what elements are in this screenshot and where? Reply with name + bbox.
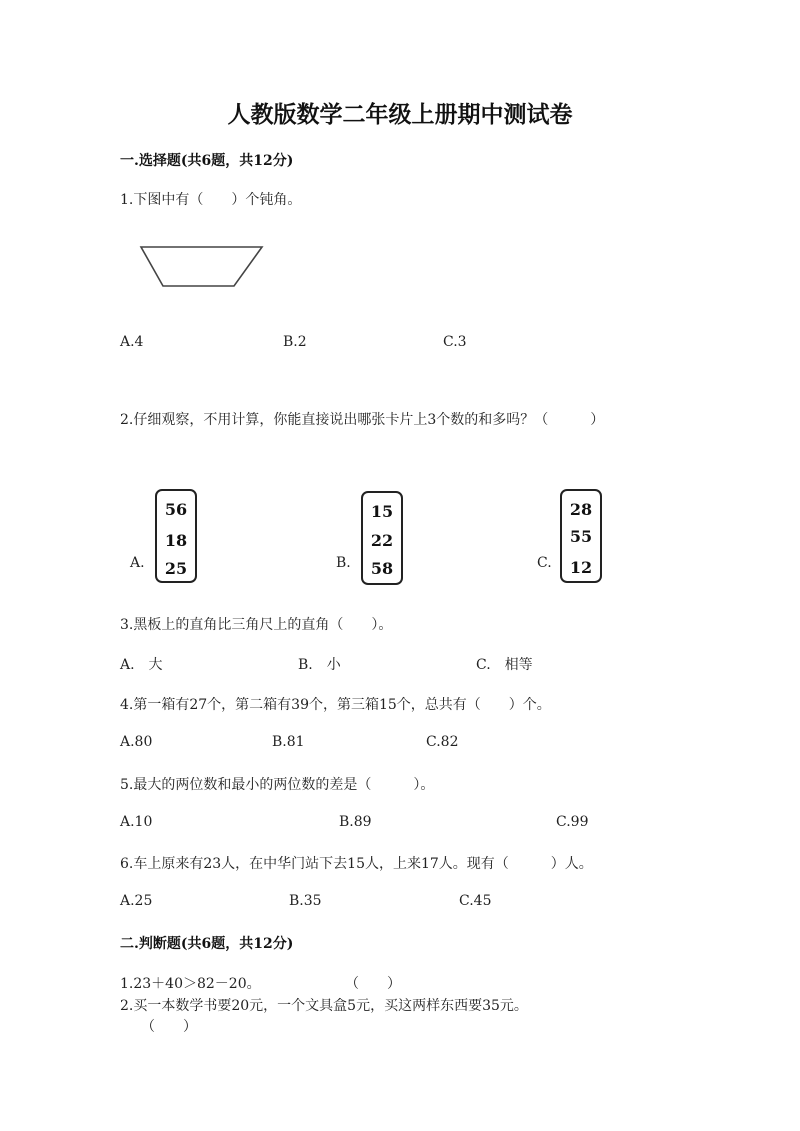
- tf-question-1-blank: （ ）: [345, 976, 401, 992]
- question-2-option-a-label: A.: [130, 555, 145, 571]
- number-card-b: [361, 491, 403, 585]
- question-3-option-a: A. 大: [120, 657, 163, 673]
- tf-question-2-text: 2.买一本数学书要20元，一个文具盒5元，买这两样东西要35元。: [120, 998, 528, 1014]
- page-title: 人教版数学二年级上册期中测试卷: [227, 101, 573, 128]
- question-4-option-c: C.82: [426, 734, 459, 750]
- section-heading-true-false: 二.判断题(共6题，共12分): [120, 936, 294, 952]
- question-6-option-b: B.35: [289, 893, 322, 909]
- question-5-option-c: C.99: [556, 814, 589, 830]
- question-3-text: 3.黑板上的直角比三角尺上的直角（ ）。: [120, 617, 393, 633]
- tf-question-1-text: 1.23＋40＞82－20。: [120, 976, 261, 992]
- card-a-number-3: 25: [164, 559, 188, 578]
- question-5-text: 5.最大的两位数和最小的两位数的差是（ ）。: [120, 777, 435, 793]
- question-1-option-c: C.3: [443, 334, 467, 350]
- question-6-option-a: A.25: [120, 893, 153, 909]
- question-2-option-c-label: C.: [537, 555, 552, 571]
- card-b-number-3: 58: [370, 559, 394, 578]
- card-c-number-1: 28: [569, 500, 593, 519]
- question-6-text: 6.车上原来有23人，在中华门站下去15人，上来17人。现有（ ）人。: [120, 856, 593, 872]
- question-3-option-b: B. 小: [298, 657, 341, 673]
- card-b-number-2: 22: [370, 531, 394, 550]
- card-a-number-2: 18: [164, 531, 188, 550]
- question-5-option-a: A.10: [120, 814, 153, 830]
- question-5-option-b: B.89: [339, 814, 372, 830]
- number-card-c: [560, 489, 602, 583]
- trapezoid-figure: [138, 240, 268, 292]
- card-c-number-3: 12: [569, 558, 593, 577]
- question-1-option-b: B.2: [283, 334, 307, 350]
- question-1-text: 1.下图中有（ ）个钝角。: [120, 192, 302, 208]
- card-c-number-2: 55: [569, 527, 593, 546]
- card-a-number-1: 56: [164, 500, 188, 519]
- question-4-option-b: B.81: [272, 734, 305, 750]
- question-2-text: 2.仔细观察，不用计算，你能直接说出哪张卡片上3个数的和多吗？（ ）: [120, 412, 605, 428]
- question-4-text: 4.第一箱有27个，第二箱有39个，第三箱15个，总共有（ ）个。: [120, 697, 551, 713]
- number-card-a: [155, 489, 197, 583]
- question-2-option-b-label: B.: [336, 555, 351, 571]
- question-1-option-a: A.4: [120, 334, 144, 350]
- question-4-option-a: A.80: [120, 734, 153, 750]
- question-3-option-c: C. 相等: [476, 657, 533, 673]
- tf-question-2-blank: （ ）: [141, 1019, 197, 1035]
- question-6-option-c: C.45: [459, 893, 492, 909]
- card-b-number-1: 15: [370, 502, 394, 521]
- section-heading-choice: 一.选择题(共6题，共12分): [120, 153, 294, 169]
